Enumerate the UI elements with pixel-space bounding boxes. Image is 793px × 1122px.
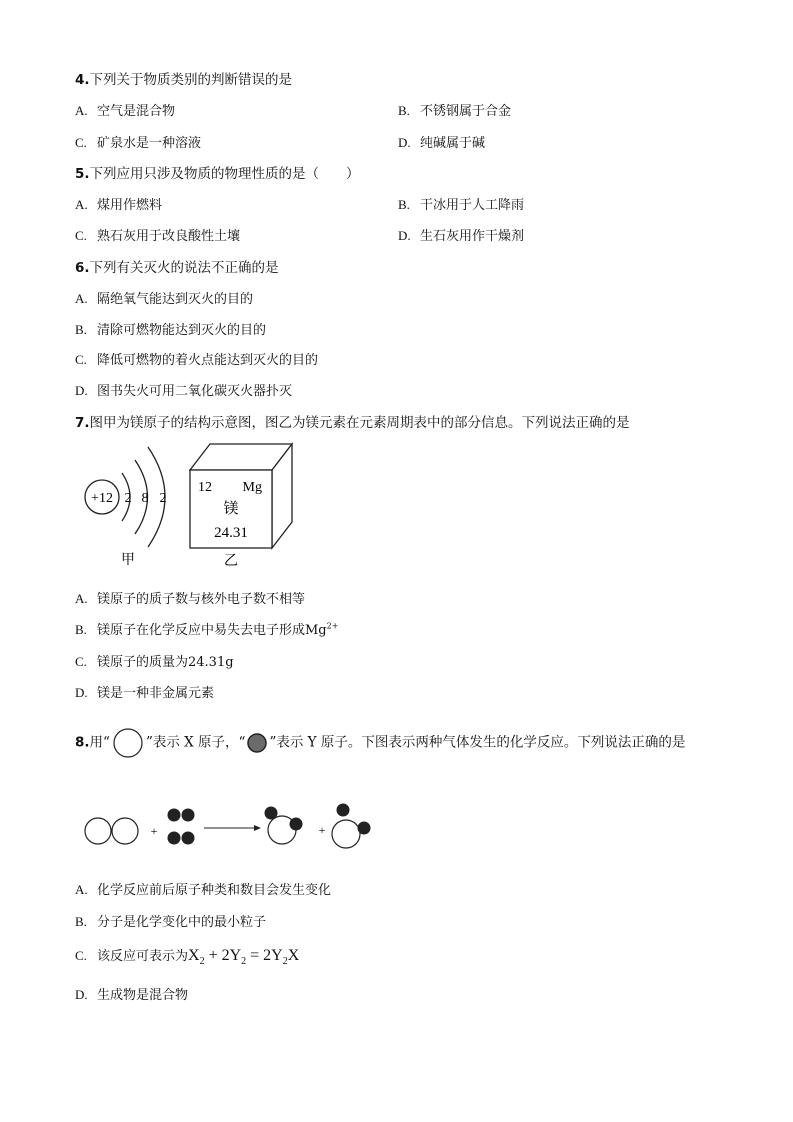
y2-molecule-2 (168, 832, 195, 845)
question-6-stem: 6.下列有关灭火的说法不正确的是 (75, 260, 279, 276)
q6-option-d[interactable]: D. 图书失火可用二氧化碳灭火器扑灭 (75, 383, 293, 399)
q7-option-b[interactable]: B. 镁原子在化学反应中易失去电子形成$Mg^{2+}$ (75, 621, 339, 638)
q4-option-d[interactable]: D. 纯碱属于碱 (398, 135, 486, 151)
x2-molecule (85, 818, 138, 844)
reaction-diagram (82, 798, 382, 858)
x-atom-legend-icon (110, 728, 146, 758)
element-symbol: Mg (242, 480, 262, 495)
y2-molecule-1 (168, 809, 195, 822)
q6-option-c[interactable]: C. 降低可燃物的着火点能达到灭火的目的 (75, 352, 319, 368)
q4-option-c[interactable]: C. 矿泉水是一种溶液 (75, 135, 202, 151)
question-4-stem: 4.下列关于物质类别的判断错误的是 (75, 72, 293, 88)
q8-option-d[interactable]: D. 生成物是混合物 (75, 987, 189, 1003)
q5-option-a[interactable]: A. 煤用作燃料 (75, 197, 163, 213)
y2x-molecule-1 (265, 807, 303, 845)
question-5-stem: 5.下列应用只涉及物质的物理性质的是（ ） (75, 166, 360, 182)
atomic-mass: 24.31 (214, 525, 248, 541)
question-7-stem: 7.图甲为镁原子的结构示意图，图乙为镁元素在元素周期表中的部分信息。下列说法正确的是 (75, 415, 630, 431)
plus-sign-1: + (150, 824, 158, 838)
q4-option-b[interactable]: B. 不锈钢属于合金 (398, 103, 512, 119)
q7-option-d[interactable]: D. 镁是一种非金属元素 (75, 685, 215, 701)
figure-label-jia: 甲 (121, 552, 135, 568)
q7-option-a[interactable]: A. 镁原子的质子数与核外电子数不相等 (75, 591, 306, 607)
nucleus-charge: +12 (91, 491, 113, 506)
reaction-arrow (204, 825, 261, 831)
shell-2-electrons: 8 (141, 491, 149, 506)
y2x-molecule-2 (332, 804, 371, 849)
q8-option-a[interactable]: A. 化学反应前后原子种类和数目会发生变化 (75, 882, 332, 898)
mg-atom-structure-diagram (80, 440, 200, 570)
figure-label-yi: 乙 (224, 553, 238, 569)
q8-option-b[interactable]: B. 分子是化学变化中的最小粒子 (75, 914, 267, 930)
y-atom-legend-icon (245, 732, 269, 754)
shell-1-electrons: 2 (124, 491, 132, 506)
plus-sign-2: + (318, 823, 326, 837)
q7-option-c[interactable]: C. 镁原子的质量为24.31g (75, 654, 234, 670)
q4-option-a[interactable]: A. 空气是混合物 (75, 103, 176, 119)
shell-3-electrons: 2 (159, 491, 167, 506)
question-8-stem: 8.用“ ”表示 X 原子，“ ”表示 Y 原子。下图表示两种气体发生的化学反应。下列说法正确的是 (75, 728, 685, 758)
q5-option-b[interactable]: B. 干冰用于人工降雨 (398, 197, 525, 213)
q8-option-c[interactable]: C. 该反应可表示为$X_2 + 2Y_2 = 2Y_2X$ (75, 947, 300, 968)
q6-option-b[interactable]: B. 清除可燃物能达到灭火的目的 (75, 322, 267, 338)
atomic-number: 12 (198, 480, 212, 495)
q5-option-d[interactable]: D. 生石灰用作干燥剂 (398, 228, 525, 244)
q6-option-a[interactable]: A. 隔绝氧气能达到灭火的目的 (75, 291, 254, 307)
q5-option-c[interactable]: C. 熟石灰用于改良酸性土壤 (75, 228, 241, 244)
reaction-equation: $X_2 + 2Y_2 = 2Y_2X$ (188, 947, 300, 968)
mg-periodic-cell-diagram (190, 444, 300, 574)
element-name: 镁 (223, 499, 239, 517)
